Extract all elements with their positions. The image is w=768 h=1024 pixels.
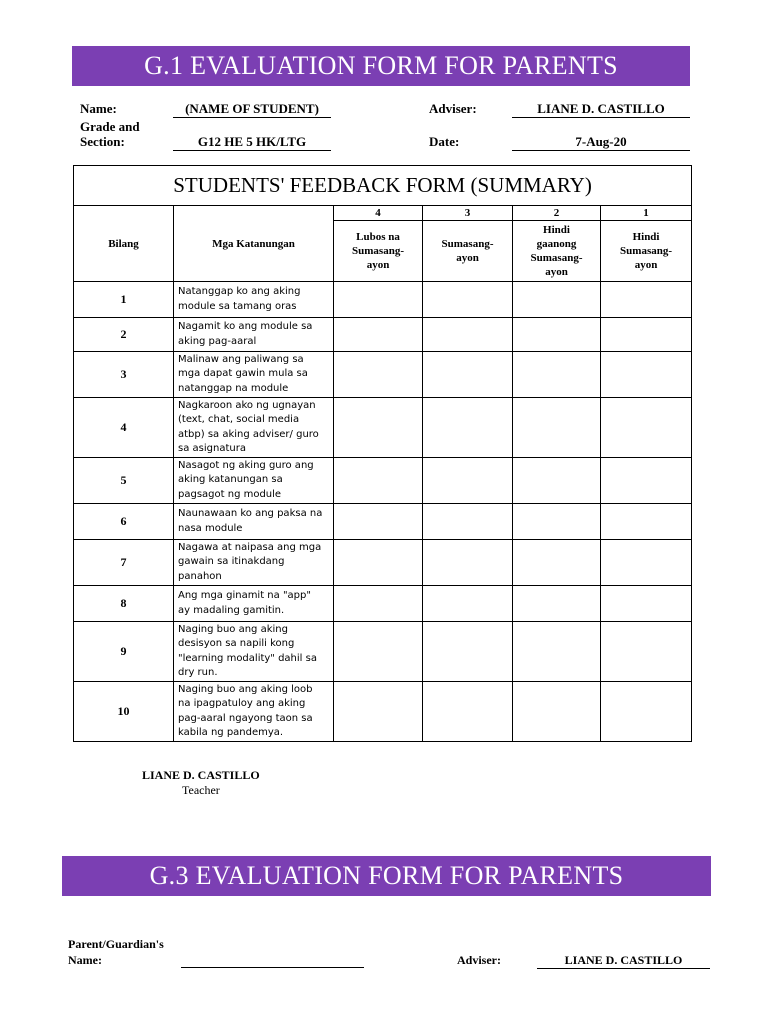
rating-cell-3[interactable] <box>423 318 513 352</box>
question-line: sa asignatura <box>178 443 246 454</box>
scale-label-line: Lubos na <box>356 231 400 243</box>
question-text <box>174 540 334 586</box>
question-text <box>174 318 334 352</box>
question-line: Naunawaan ko ang paksa na <box>178 508 323 519</box>
question-line: "learning modality" dahil sa <box>178 652 317 664</box>
question-text <box>174 282 334 318</box>
rating-cell-4[interactable] <box>334 682 423 742</box>
scale-label-line: Hindi <box>543 224 570 236</box>
signature-role: Teacher <box>182 783 220 797</box>
rating-cell-4[interactable] <box>334 504 423 540</box>
rating-cell-1[interactable] <box>601 398 692 458</box>
form-g3-banner: G.3 EVALUATION FORM FOR PARENTS <box>62 856 711 896</box>
question-line: na ipagpatuloy ang aking <box>178 698 306 709</box>
adviser-label-g3: Adviser: <box>457 953 501 967</box>
question-line: kabila ng pandemya. <box>178 727 284 738</box>
row-number: 3 <box>74 352 174 398</box>
table-title: STUDENTS' FEEDBACK FORM (SUMMARY) <box>74 166 692 206</box>
question-text <box>174 682 334 742</box>
rating-cell-1[interactable] <box>601 586 692 622</box>
parent-label-line2: Name: <box>68 953 102 967</box>
rating-cell-3[interactable] <box>423 352 513 398</box>
question-line: desisyon sa napili kong <box>178 638 295 649</box>
scale-label-line: gaanong <box>536 238 577 250</box>
table-row <box>74 504 692 540</box>
question-line: aking katanungan sa <box>178 474 283 486</box>
table-row <box>74 352 692 398</box>
scale-label-line: Hindi <box>632 231 660 243</box>
rating-cell-4[interactable] <box>334 352 423 398</box>
rating-cell-4[interactable] <box>334 318 423 352</box>
scale-label-4 <box>334 221 423 282</box>
question-line: pagsagot ng module <box>178 488 282 500</box>
rating-cell-1[interactable] <box>601 504 692 540</box>
question-line: natanggap na module <box>178 382 289 394</box>
table-row <box>74 398 692 458</box>
question-line: panahon <box>178 570 222 582</box>
table-row <box>74 540 692 586</box>
rating-cell-3[interactable] <box>423 458 513 504</box>
row-number: 1 <box>74 282 174 318</box>
rating-cell-4[interactable] <box>334 458 423 504</box>
question-line: Nagamit ko ang module sa <box>178 321 313 332</box>
rating-cell-1[interactable] <box>601 458 692 504</box>
scale-label-line: Sumasang- <box>620 245 673 257</box>
scale-label-3 <box>423 221 513 282</box>
table-row <box>74 622 692 682</box>
scale-label-line: Sumasang- <box>441 238 494 250</box>
score-4: 4 <box>334 206 423 221</box>
question-line: Nagawa at naipasa ang mga <box>178 541 322 553</box>
rating-cell-2[interactable] <box>513 682 601 742</box>
question-line: aking pag-aaral <box>178 335 257 347</box>
header-questions: Mga Katanungan <box>174 206 334 282</box>
score-3: 3 <box>423 206 513 221</box>
grade-label-line1: Grade and <box>80 119 140 134</box>
row-number: 6 <box>74 504 174 540</box>
rating-cell-4[interactable] <box>334 540 423 586</box>
header-bilang: Bilang <box>74 206 174 282</box>
parent-name-field[interactable] <box>181 953 364 968</box>
name-label: Name: <box>80 101 117 116</box>
table-row <box>74 682 692 742</box>
rating-cell-2[interactable] <box>513 352 601 398</box>
adviser-field[interactable]: LIANE D. CASTILLO <box>512 101 690 118</box>
row-number: 5 <box>74 458 174 504</box>
question-line: module sa tamang oras <box>178 300 297 312</box>
question-line: Naging buo ang aking loob <box>178 683 313 695</box>
question-line: pag-aaral ngayong taon sa <box>178 712 313 724</box>
signature-name: LIANE D. CASTILLO <box>142 768 260 782</box>
rating-cell-4[interactable] <box>334 622 423 682</box>
scale-label-line: ayon <box>634 259 658 271</box>
question-line: Malinaw ang paliwang sa <box>178 353 304 365</box>
question-line: dry run. <box>178 667 218 678</box>
rating-cell-2[interactable] <box>513 318 601 352</box>
rating-cell-3[interactable] <box>423 586 513 622</box>
scale-label-line: Sumasang- <box>352 245 404 257</box>
scale-label-line: Sumasang- <box>530 252 583 264</box>
rating-cell-4[interactable] <box>334 282 423 318</box>
rating-cell-1[interactable] <box>601 622 692 682</box>
rating-cell-2[interactable] <box>513 586 601 622</box>
question-line: Naging buo ang aking <box>178 623 288 635</box>
question-text <box>174 586 334 622</box>
rating-cell-3[interactable] <box>423 504 513 540</box>
adviser-field-g3[interactable]: LIANE D. CASTILLO <box>537 953 710 969</box>
scale-label-line: ayon <box>545 266 568 278</box>
scale-label-line: ayon <box>456 252 479 264</box>
question-line: Nasagot ng aking guro ang <box>178 459 314 471</box>
question-text <box>174 352 334 398</box>
question-line: gawain sa itinakdang <box>178 556 285 568</box>
question-line: (text, chat, social media <box>178 414 300 425</box>
adviser-label: Adviser: <box>429 101 477 116</box>
table-row <box>74 318 692 352</box>
table-row <box>74 282 692 318</box>
row-number: 10 <box>74 682 174 742</box>
score-1: 1 <box>601 206 692 221</box>
rating-cell-1[interactable] <box>601 318 692 352</box>
rating-cell-1[interactable] <box>601 282 692 318</box>
student-name-field[interactable]: (NAME OF STUDENT) <box>173 101 331 118</box>
rating-cell-2[interactable] <box>513 458 601 504</box>
feedback-table <box>73 165 692 742</box>
question-text <box>174 398 334 458</box>
question-text <box>174 458 334 504</box>
rating-cell-1[interactable] <box>601 540 692 586</box>
rating-cell-2[interactable] <box>513 504 601 540</box>
scale-label-1 <box>601 221 692 282</box>
question-text <box>174 504 334 540</box>
question-text <box>174 622 334 682</box>
table-row <box>74 458 692 504</box>
row-number: 8 <box>74 586 174 622</box>
row-number: 9 <box>74 622 174 682</box>
rating-cell-2[interactable] <box>513 282 601 318</box>
question-line: Nagkaroon ako ng ugnayan <box>178 399 316 411</box>
question-line: ay madaling gamitin. <box>178 604 285 616</box>
rating-cell-1[interactable] <box>601 682 692 742</box>
rating-cell-2[interactable] <box>513 398 601 458</box>
table-row <box>74 586 692 622</box>
question-line: mga dapat gawin mula sa <box>178 368 308 380</box>
form-g1-banner: G.1 EVALUATION FORM FOR PARENTS <box>72 46 690 86</box>
rating-cell-3[interactable] <box>423 398 513 458</box>
grade-section-field[interactable]: G12 HE 5 HK/LTG <box>173 134 331 151</box>
date-field[interactable]: 7-Aug-20 <box>512 134 690 151</box>
row-number: 4 <box>74 398 174 458</box>
rating-cell-2[interactable] <box>513 622 601 682</box>
rating-cell-3[interactable] <box>423 540 513 586</box>
question-line: Ang mga ginamit na "app" <box>178 590 311 601</box>
rating-cell-4[interactable] <box>334 398 423 458</box>
rating-cell-3[interactable] <box>423 282 513 318</box>
scale-label-line: ayon <box>366 259 390 271</box>
parent-label-line1: Parent/Guardian's <box>68 937 164 951</box>
scale-label-2 <box>513 221 601 282</box>
row-number: 7 <box>74 540 174 586</box>
rating-cell-4[interactable] <box>334 586 423 622</box>
rating-cell-2[interactable] <box>513 540 601 586</box>
date-label: Date: <box>429 134 460 149</box>
rating-cell-3[interactable] <box>423 682 513 742</box>
rating-cell-3[interactable] <box>423 622 513 682</box>
grade-label-line2: Section: <box>80 134 125 149</box>
rating-cell-1[interactable] <box>601 352 692 398</box>
question-line: atbp) sa aking adviser/ guro <box>178 428 319 440</box>
question-line: Natanggap ko ang aking <box>178 286 301 297</box>
score-2: 2 <box>513 206 601 221</box>
question-line: nasa module <box>178 522 243 534</box>
row-number: 2 <box>74 318 174 352</box>
